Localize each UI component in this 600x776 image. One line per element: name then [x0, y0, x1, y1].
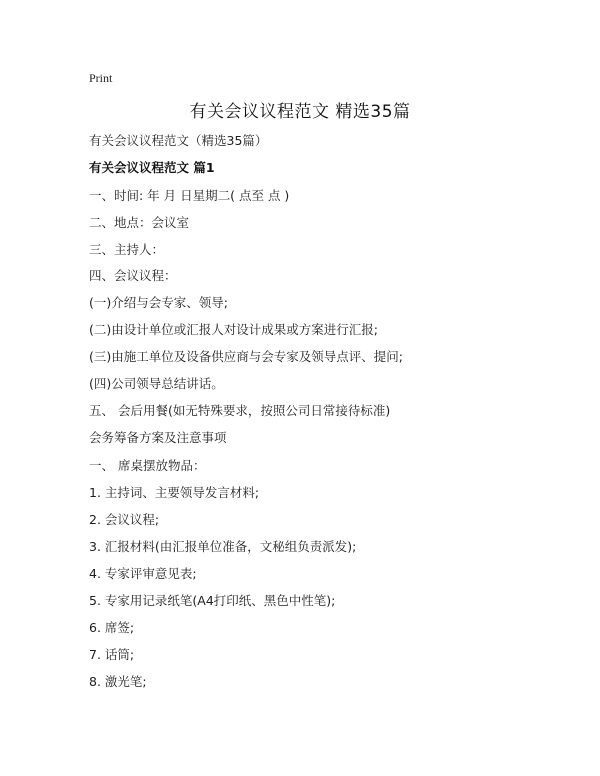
body-line: (一)介绍与会专家、领导; [89, 295, 228, 310]
body-line: (二)由设计单位或汇报人对设计成果或方案进行汇报; [89, 322, 378, 337]
document-title: 有关会议议程范文 精选35篇 [189, 102, 411, 122]
body-line: 6. 席签; [89, 620, 135, 635]
body-line: 会务筹备方案及注意事项 [89, 430, 227, 445]
body-line: 3. 汇报材料(由汇报单位准备，文秘组负责派发); [89, 539, 357, 554]
body-line: 二、地点：会议室 [89, 215, 190, 230]
body-line: 1. 主持词、主要领导发言材料; [89, 485, 260, 500]
body-line: 4. 专家评审意见表; [89, 566, 197, 581]
body-line: 8. 激光笔; [89, 674, 147, 689]
print-label: Print [89, 71, 113, 85]
body-line: (四)公司领导总结讲话。 [89, 376, 224, 391]
body-line: 五、 会后用餐(如无特殊要求，按照公司日常接待标准) [89, 403, 391, 418]
body-line: 7. 话筒; [89, 647, 135, 662]
body-line: 三、主持人： [89, 242, 165, 257]
document-subtitle: 有关会议议程范文（精选35篇） [89, 133, 268, 148]
body-line: 一、时间: 年 月 日星期二( 点至 点 ) [89, 188, 290, 203]
body-line: (三)由施工单位及设备供应商与会专家及领导点评、提问; [89, 349, 403, 364]
section-heading: 有关会议议程范文 篇1 [89, 160, 215, 175]
body-line: 一、 席桌摆放物品： [89, 458, 206, 473]
body-line: 5. 专家用记录纸笔(A4打印纸、黑色中性笔); [89, 593, 336, 608]
body-line: 四、会议议程： [89, 268, 177, 283]
body-line: 2. 会议议程; [89, 512, 160, 527]
